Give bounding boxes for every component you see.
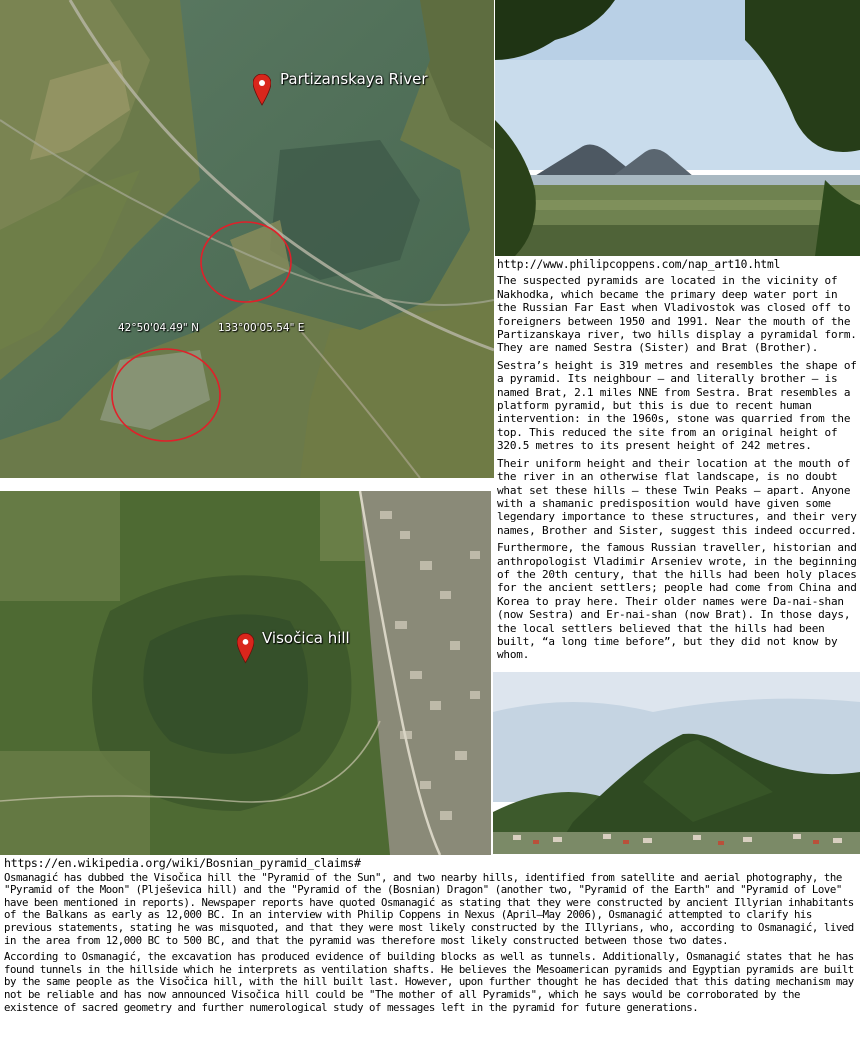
- article-paragraph: According to Osmanagić, the excavation has produced evidence of building blocks as well as tunnels. Additionally, Osmanagić states that he has found tunnels in the hillside which he interprets as ventilation shafts. He believes the Mesoamerican pyramids and Egyptian pyramids are built by the same people as the Visočica hill, with the hill built last. However, upon further thought he has decided that this dating mechanism may not be reliable and has now announced Visočica hill could be "The mother of all Pyramids", which he says would be corroborated by the existence of sacred geometry and further numerological study of messages left in the pyramid for future generations.: [4, 950, 854, 1014]
- source-url[interactable]: http://www.philipcoppens.com/nap_art10.html: [497, 258, 781, 271]
- source-url[interactable]: https://en.wikipedia.org/wiki/Bosnian_pyramid_claims#: [4, 856, 361, 870]
- article-paragraph: Sestra’s height is 319 metres and resembles the shape of a pyramid. Its neighbour – and literally brother – is named Brat, 2.1 miles NNE from Sestra. Brat resembles a platform pyramid, but this is due to recent human intervention: in the 1960s, stone was quarried from the top. This reduced the site from an original height of 320.5 metres to its present height of 242 metres.: [497, 358, 857, 453]
- longitude-readout: 133°00'05.54" E: [218, 322, 305, 334]
- article-paragraph: Furthermore, the famous Russian traveller, historian and anthropologist Vladimir Arseniev wrote, in the beginning of the 20th century, that the hills had been holy places for the ancient settlers; people had come from China and Korea to pray here. Their older names were Da-nai-shan (now Sestra) and Er-nai-shan (now Brat). In those days, the local settlers believed that the hills had been built, “a long time before”, but they did not know by whom.: [497, 541, 857, 662]
- right-article-column: [497, 258, 857, 666]
- map-marker-label: Partizanskaya River: [280, 70, 428, 88]
- article-paragraph: Their uniform height and their location at the mouth of the river in an otherwise flat landscape, is no doubt what set these hills – these Twin Peaks – apart. Anyone with a shamanic predisposition would have given some legendary importance to these structures, and their very names, Brother and Sister, suggest this indeed occurred.: [497, 456, 857, 537]
- map-pin-icon[interactable]: [237, 633, 254, 664]
- landscape-photo: [493, 672, 860, 854]
- map-pin-icon[interactable]: [253, 74, 271, 106]
- bottom-article-section: [4, 857, 858, 1018]
- photo-visocica-hill: [493, 672, 860, 854]
- article-paragraph: Osmanagić has dubbed the Visočica hill the "Pyramid of the Sun", and two nearby hills, identified from satellite and aerial photography, the "Pyramid of the Moon" (Plješevica hill) and the "Pyramid of the (Bosnian) Dragon" (another two, "Pyramid of the Earth" and "Pyramid of Love" have been mentioned in reports). Newspaper reports have quoted Osmanagić as stating that they were constructed by ancient Illyrian inhabitants of the Balkans as early as 12,000 BC. In an interview with Philip Coppens in Nexus (April–May 2006), Osmanagić attempted to clarify his previous statements, stating he was misquoted, and that they were most likely constructed by the Illyrians, who, according to Osmanagić, lived in the area from 12,000 BC to 500 BC, and that the pyramid was therefore most likely constructed between those two dates.: [4, 870, 854, 947]
- satellite-map-partizanskaya: [0, 0, 494, 478]
- latitude-readout: 42°50'04.49" N: [118, 322, 199, 334]
- satellite-map-visocica: [0, 491, 491, 855]
- photo-twin-peaks: [495, 0, 860, 256]
- map-marker-label: Visočica hill: [262, 629, 350, 647]
- satellite-imagery: [0, 491, 491, 855]
- landscape-photo: [495, 0, 860, 256]
- article-paragraph: The suspected pyramids are located in the vicinity of Nakhodka, which became the primary deep water port in the Russian Far East when Vladivostok was closed off to foreigners between 1950 and 1991. Near the mouth of the Partizanskaya river, two hills display a pyramidal form. They are named Sestra (Sister) and Brat (Brother).: [497, 274, 857, 355]
